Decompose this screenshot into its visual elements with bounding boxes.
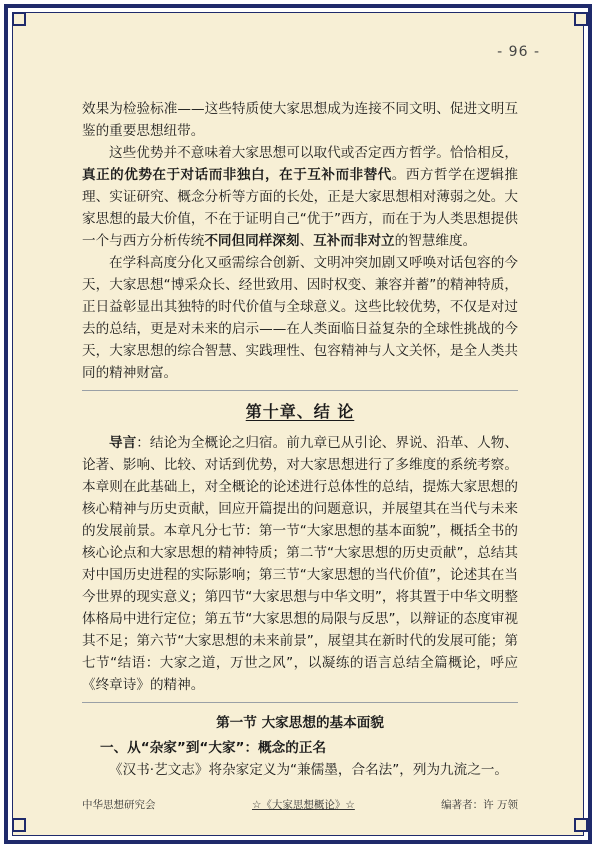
paragraph-text: 、 [299, 233, 314, 249]
chapter-intro [82, 432, 518, 696]
section-title: 第一节 大家思想的基本面貌 [216, 715, 384, 731]
emphasis-text: 真正的优势在于对话而非独白，在于互补而非替代 [82, 167, 392, 183]
footer-book-title: ☆《大家思想概论》☆ [252, 799, 355, 811]
emphasis-text: 互补而非对立 [313, 233, 395, 249]
page-content [82, 98, 518, 781]
corner-ornament [12, 12, 26, 26]
paragraph: 效果为检验标准——这些特质使大家思想成为连接不同文明、促进文明互鉴的重要思想纽带。 [82, 101, 518, 139]
intro-label: 导言 [109, 435, 137, 451]
chapter-title: 第十章、结 论 [245, 402, 355, 421]
footer-author: 编著者：许 万领 [441, 799, 518, 811]
divider [82, 702, 518, 703]
corner-ornament [574, 818, 588, 832]
intro-text: ：结论为全概论之归宿。前九章已从引论、界说、沿革、人物、论著、影响、比较、对话到优势，对大家思想进行了多维度的系统考察。本章则在此基础上，对全概论的论述进行总体性的总结，提炼大家思想的核心精神与历史贡献，回应开篇提出的问题意识，并展望其在当代与未来的发展前景。本章凡分七节：第一节“大家思想的基本面貌”，概括全书的核心论点和大家思想的精神特质；第二节“大家思想的历史贡献”，总结其对中国历史进程的实际影响；第三节“大家思想的当代价值”，论述其在当今世界的现实意义；第四节“大家思想与中华文明”，将其置于中华文明整体格局中进行定位；第五节“大家思想的局限与反思”，以辩证的态度审视其不足；第六节“大家思想的未来前景”，展望其在新时代的发展可能；第七节“结语：大家之道，万世之风”，以凝练的语言总结全篇概论，呼应《终章诗》的精神。 [82, 435, 519, 693]
paragraph-text: 这些优势并不意味着大家思想可以取代或否定西方哲学。恰恰相反， [109, 145, 518, 161]
subsection-title: 一、从“杂家”到“大家”：概念的正名 [100, 740, 327, 756]
footer-organization: 中华思想研究会 [82, 799, 156, 811]
corner-ornament [574, 12, 588, 26]
paragraph-text: 。西方哲学在逻辑推理、实证研究、概念分析等方面的长处，正是大家思想相对薄弱之处。大家思想的最大价值，不在于证明自己“优于”西方，而在于为人类思想提供一个与西方分析传统 [82, 167, 519, 249]
divider [82, 390, 518, 391]
page-number: - 96 - [497, 44, 540, 60]
paragraph [82, 142, 518, 252]
paragraph-text: 的智慧维度。 [394, 233, 477, 249]
paragraph: 在学科高度分化又亟需综合创新、文明冲突加剧又呼唤对话包容的今天，大家思想“博采众长、经世致用、因时权变、兼容并蓄”的精神特质，正日益彰显出其独特的时代价值与全球意义。这些比较优势，不仅是对过去的总结，更是对未来的启示——在人类面临日益复杂的全球性挑战的今天，大家思想的综合智慧、实践理性、包容精神与人文关怀，是全人类共同的精神财富。 [82, 255, 518, 381]
emphasis-text: 不同但同样深刻 [204, 233, 300, 249]
corner-ornament [12, 818, 26, 832]
paragraph: 《汉书·艺文志》将杂家定义为“兼儒墨，合名法”，列为九流之一。 [109, 762, 509, 778]
